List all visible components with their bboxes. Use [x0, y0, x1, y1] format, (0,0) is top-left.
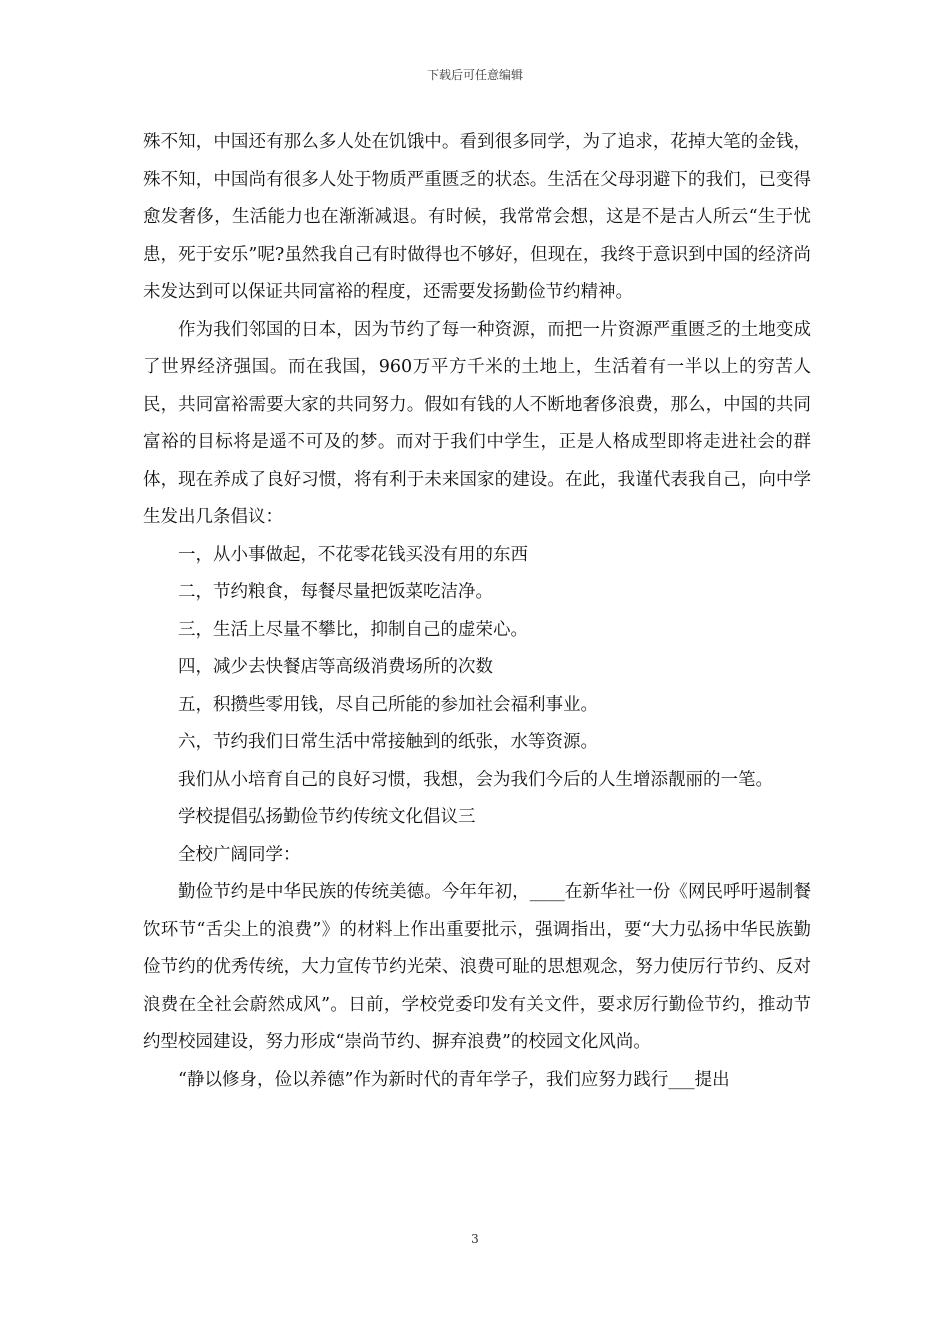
page-number: 3 — [471, 1232, 479, 1246]
section-title: 学校提倡弘扬勤俭节约传统文化倡议三 — [178, 807, 476, 827]
proposal-item-5: 五，积攒些零用钱，尽自己所能的参加社会福利事业。 — [178, 694, 598, 715]
paragraph-conclusion: 我们从小培育自己的良好习惯，我想，会为我们今后的人生增添靓丽的一笔。 — [178, 769, 773, 790]
page-header: 下载后可任意编辑 — [426, 68, 523, 82]
proposal-item-4: 四，减少去快餐店等高级消费场所的次数 — [178, 657, 493, 677]
proposal-item-3: 三，生活上尽量不攀比，抑制自己的虚荣心。 — [178, 619, 528, 640]
paragraph-frugality-tradition: 勤俭节约是中华民族的传统美德。今年年初，____在新华社一份《网民呼吁遏制餐饮环节“舌尖上的浪费”》的材料上作出重要批示，强调指出，要“大力弘扬中华民族勤俭节约的优秀传统，大力宣传节约光荣、浪费可耻的思想观念，努力使厉行节约、反对浪费在全社会蔚然成风”。日前，学校党委印发有关文件，要求厉行勤俭节约，推动节约型校园建设，努力形成“崇尚节约、摒弃浪费”的校园文化风尚。 — [143, 882, 811, 1052]
paragraph-continuation: 殊不知，中国还有那么多人处在饥饿中。看到很多同学，为了追求，花掉大笔的金钱，殊不知，中国尚有很多人处于物质严重匮乏的状态。生活在父母羽避下的我们，已变得愈发奢侈，生活能力也在渐渐减退。有时候，我常常会想，这是不是古人所云“生于忧患，死于安乐”呢?虽然我自己有时做得也不够好，但现在，我终于意识到中国的经济尚未发达到可以保证共同富裕的程度，还需要发扬勤俭节约精神。 — [143, 132, 811, 302]
proposal-item-6: 六，节约我们日常生活中常接触到的纸张，水等资源。 — [178, 732, 598, 752]
paragraph-japan-example: 作为我们邻国的日本，因为节约了每一种资源，而把一片资源严重匮乏的土地变成了世界经济强国。而在我国，960万平方千米的土地上，生活着有一半以上的穷苦人民，共同富裕需要大家的共同努力。假如有钱的人不断地奢侈浪费，那么，中国的共同富裕的目标将是遥不可及的梦。而对于我们中学生，正是人格成型即将走进社会的群体，现在养成了良好习惯，将有利于未来国家的建设。在此，我谨代表我自己，向中学生发出几条倡议： — [143, 319, 811, 527]
salutation: 全校广阔同学： — [178, 844, 301, 865]
proposal-item-2: 二，节约粮食，每餐尽量把饭菜吃洁净。 — [178, 582, 493, 602]
document-body — [143, 124, 811, 1099]
paragraph-quote: “静以修身，俭以养德”作为新时代的青年学子，我们应努力践行___提出 — [178, 1069, 730, 1090]
proposal-item-1: 一，从小事做起，不花零花钱买没有用的东西 — [178, 544, 528, 565]
